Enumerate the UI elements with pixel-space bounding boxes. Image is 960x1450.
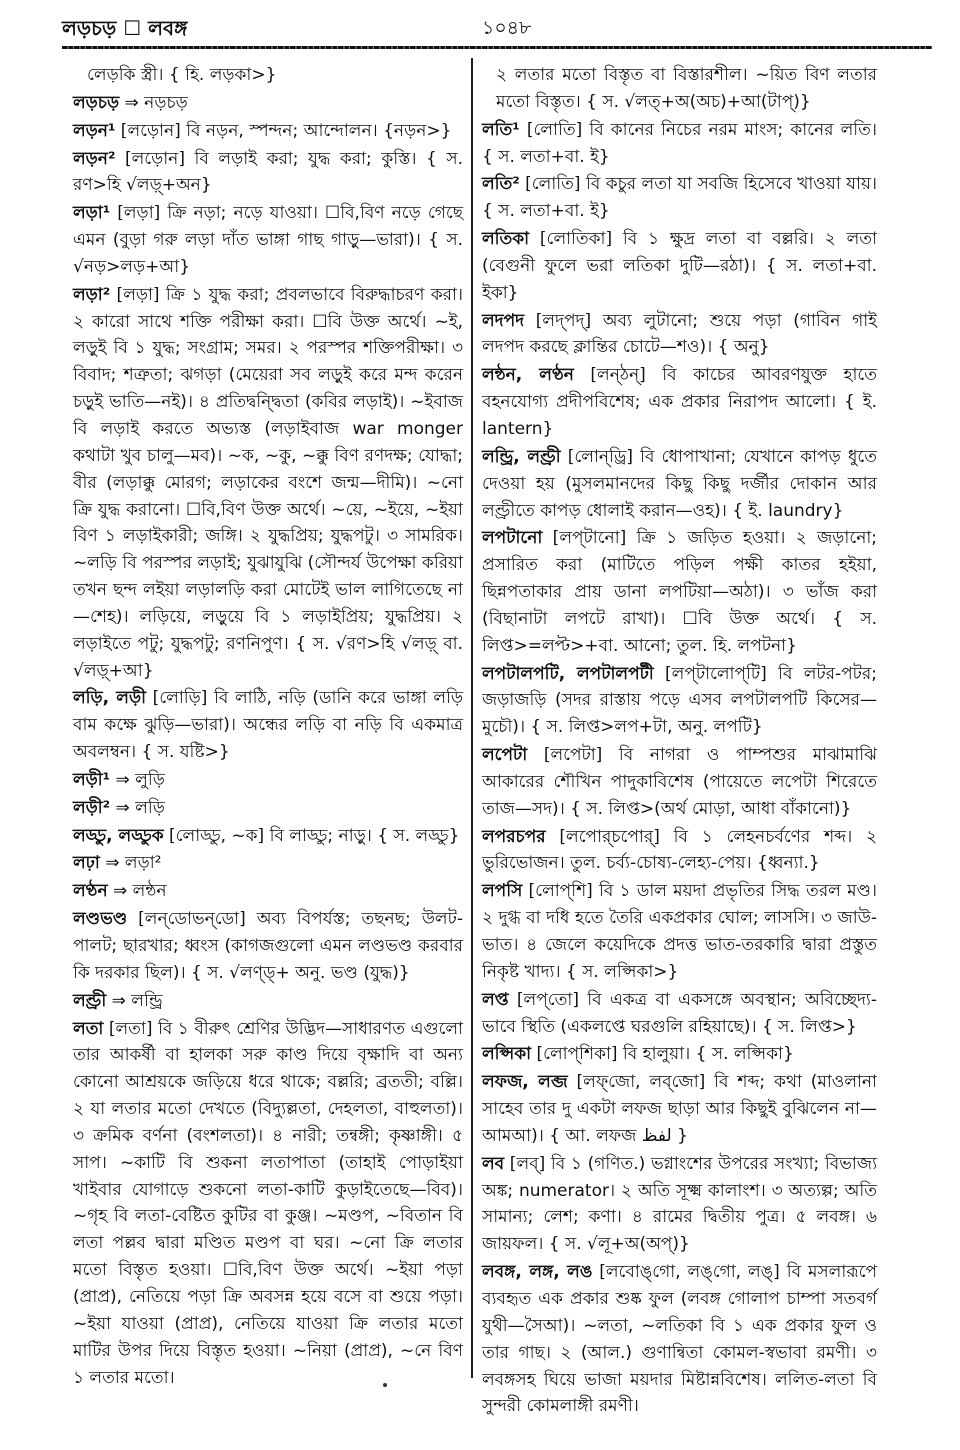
headword: লপ্ত (482, 989, 509, 1010)
headword: লড়ী² (73, 797, 111, 818)
dictionary-entry (482, 1069, 877, 1150)
headword: লঢ়া (73, 853, 100, 874)
headword: লতা (73, 1018, 104, 1039)
entry-text: [লড়া] ক্রি নড়া; নড়ে যাওয়া। ☐বি,বিণ নড়ে গেছে এমন (বুড়া গরু লড়া দাঁত ভাঙ্গা গাছ গাড়ু—ভারা)। { স. √নড়>লড়+আ} (73, 203, 463, 277)
headword: লড়চড় (73, 92, 120, 113)
dictionary-entry (73, 685, 463, 766)
headword: লড়া² (73, 284, 111, 305)
entry-text: ⇒ লন্ড্রি (106, 990, 163, 1011)
entry-text: [লপ্‌টালোপ্‌টি] বি লটর-পটর; জড়াজড়ি (সদর রাস্তায় পড়ে এসব লপটালপটি কিসের—মুচৌ)। { স. লিপ্ত>লপ+টা, অনু. লপটি} (482, 663, 877, 738)
dictionary-entry (482, 1151, 877, 1258)
dictionary-entry (73, 767, 463, 794)
entry-text: ⇒ লন্ঠন (107, 881, 167, 902)
entry-text: [লড়োন] বি লড়াই করা; যুদ্ধ করা; কুস্তি। { স. রণ>হি √লড়্+অন} (73, 148, 463, 196)
entry-text: [লোড্ডু, ~ক] বি লাড্ডু; নাড়ু। { স. লড্ডু} (163, 825, 460, 846)
entry-text: [লন্‌ঠন্] বি কাচের আবরণযুক্ত হাতে বহনযোগ্য প্রদীপবিশেষ; এক প্রকার নিরাপদ আলো। { ই. lantern} (482, 365, 878, 439)
headword: লড়া¹ (73, 203, 111, 224)
dictionary-entry (73, 200, 463, 281)
entry-text: [লোতি] বি কানের নিচের নরম মাংস; কানের লতি। { স. লতা+বা. ই} (482, 119, 877, 167)
entry-text: [লোন্‌ড্রি] বি ধোপাখানা; যেখানে কাপড় ধুতে দেওয়া হয় (মুসলমানদের কিছু কিছু দর্জীর দোকান আর লণ্ড্রীতে কাপড় ধোলাই করান—ওহ)। { ই. laundry} (482, 446, 877, 521)
entry-text: লেড়কি স্ত্রী। { হি. লড়কা>} (87, 65, 277, 85)
page-number: ১০৪৮ (482, 17, 532, 39)
entry-text: ২ লতার মতো বিস্তৃত বা বিস্তারশীল। ~য়িত বিণ লতার মতো বিস্তৃত। { স. √লত্+অ(অচ)+আ(টাপ্)} (496, 65, 877, 112)
headword: লফজ, লব্জ (482, 1072, 568, 1093)
headword: লন্ঠন, লণ্ঠন (482, 365, 574, 386)
entry-text: [লদ্‌পদ্] অব্য লুটানো; শুয়ে পড়া (গাবিন গাই লদপদ করছে ক্লান্তির চোটে—শও)। { অনু} (482, 310, 877, 358)
dictionary-entry (482, 1259, 877, 1420)
headword: লপেটা (482, 745, 528, 766)
dictionary-entry (73, 823, 463, 850)
headword: লতি¹ (482, 119, 520, 140)
headword: লণ্ডভণ্ড (73, 909, 128, 930)
dictionary-entry (482, 878, 877, 985)
headword: লপটালপটি, লপটালপটী (482, 663, 654, 684)
dictionary-entry (482, 1041, 877, 1068)
headword: লতিকা (482, 229, 530, 250)
entry-text: [লপ্‌টানো] ক্রি ১ জড়িত হওয়া। ২ জড়ানো; প্রসারিত করা (মাটিতে পড়িল পক্ষী কাতর হইয়া, ছিন্নপতাকার প্রায় ডানা লপটিয়া—অঠা)। ৩ ভাঁজ করা (বিছানাটা লপটে রাখা)। ☐বি উক্ত অর্থে। { স. লিপ্ত>=লপ্ট>+বা. আনো; তুল. হি. লপটনা} (482, 528, 877, 656)
dictionary-entry (482, 987, 877, 1041)
entry-text: [লড়া] ক্রি ১ যুদ্ধ করা; প্রবলভাবে বিরুদ্ধাচরণ করা। ২ কারো সাথে শক্তি পরীক্ষা করা। ☐বি উক্ত অর্থে। ~ই, লড়ুই বি ১ যুদ্ধ; সংগ্রাম; সমর। ২ পরস্পর শক্তিপরীক্ষা। ৩ বিবাদ; শত্রুতা; ঝগড়া (মেয়েরা সব লড়ুই করে মন্দ করেন চড়ুই ভাতি—নই)। ৪ প্রতিদ্বন্দ্বিতা (কবির লড়াই)। ~ইবাজ বি লড়াই করতে অভ্যস্ত (লড়াইবাজ war monger কথাটা খুব চালু—মব)। ~ক, ~কু, ~ক্কু বিণ রণদক্ষ; যোদ্ধা; বীর (লড়াক্কু মোরগ; লড়াকের বংশে জন্ম—দীমি)। ~নো ক্রি যুদ্ধ করানো। ☐বি,বিণ উক্ত অর্থে। ~য়ে, ~ইয়ে, ~ইয়া বিণ ১ লড়াইকারী; জঙ্গি। ২ যুদ্ধপ্রিয়; যুদ্ধপটু। ৩ সামরিক। ~লড়ি বি পরস্পর লড়াই; যুঝাযুঝি (সৌন্দর্য উপেক্ষা করিয়া তখন ছন্দ লইয়া লড়ালড়ি করা মোটেই ভাল লাগিতেছে না—শেহ)। লড়িয়ে, লড়ুয়ে বি ১ লড়াইপ্রিয়; যুদ্ধপ্রিয়। ২ লড়াইতে পটু; যুদ্ধপটু; রণনিপুণ। { স. √রণ>হি √লড়্ বা. √লড়্+আ} (73, 284, 463, 681)
entry-text: ⇒ লড়া² (99, 853, 162, 874)
headword: লপটানো (482, 528, 543, 549)
headword: লন্ড্রি, লণ্ড্রী (482, 446, 561, 467)
entry-text: [লোতিকা] বি ১ ক্ষুদ্র লতা বা বল্লরি। ২ লতা (বেগুনী ফুলে ভরা লতিকা দুটি—রঠা)। { স. লতা+বা. ইকা} (482, 229, 877, 303)
dictionary-entry (482, 525, 877, 659)
entry-text: [লবোঙ্‌গো, লঙ্‌গো, লঙ্] বি মসলারূপে ব্যবহৃত এক প্রকার শুষ্ক ফুল (লবঙ্গ গোলাপ চাম্পা সতবর্গ যুথী—সৈআ)। ~লতা, ~লতিকা বি ১ এক প্রকার ফুল ও তার গাছ। ২ (আল.) গুণান্বিতা কোমল-স্বভাবা রমণী। ৩ লবঙ্গসহ ঘিয়ে ভাজা ময়দার মিষ্টান্নবিশেষ। ললিত-লতা বি সুন্দরী কোমলাঙ্গী রমণী। (482, 1262, 878, 1417)
entry-text: [লোপ্‌শিকা] বি হালুয়া। { স. লপ্সিকা} (531, 1044, 794, 1065)
dictionary-entry (73, 1016, 463, 1392)
entry-text: ⇒ লুড়ি (110, 769, 165, 790)
dictionary-entry (482, 117, 877, 171)
dictionary-entry (73, 906, 463, 987)
entry-text: ⇒ লড়ি (110, 797, 165, 818)
headword: লড়ী¹ (73, 769, 111, 790)
headword: লপসি (482, 881, 523, 902)
dictionary-entry (73, 118, 463, 145)
entry-text: [লফ্‌জো, লব্‌জো] বি শব্দ; কথা (মাওলানা সাহেব তার দু একটা লফজ ছাড়া আর কিছুই বুঝিলেন না—আমআ)। { আ. লফজ لفظ } (482, 1072, 877, 1146)
left-column (73, 62, 463, 1392)
headword: লদপদ (482, 310, 525, 331)
dictionary-entry (482, 62, 877, 116)
dictionary-entry (73, 878, 463, 905)
entry-text: [লতা] বি ১ বীরুৎ শ্রেণির উদ্ভিদ—সাধারণত এগুলো তার আকর্ষী বা হালকা সরু কাণ্ড দিয়ে বৃক্ষাদি বা অন্য কোনো আশ্রয়কে জড়িয়ে ধরে থাকে; বল্লরি; ব্রততী; বল্লি। ২ যা লতার মতো দেখতে (বিদ্যুল্লতা, দেহলতা, বাহুলতা)। ৩ ক্রমিক বর্ণনা (বংশলতা)। ৪ নারী; তন্বঙ্গী; কৃষ্ণাঙ্গী। ৫ সাপ। ~কাটি বি শুকনা লতাপাতা (তাহাই পোড়াইয়া খাইবার যোগাড়ে শুকনো লতা-কাটি কুড়াইতেছে—বিব)। ~গৃহ বি লতা-বেষ্টিত কুটির বা কুঞ্জ। ~মণ্ডপ, ~বিতান বি লতা পল্লব দ্বারা মণ্ডিত মণ্ডপ বা ঘর। ~নো ক্রি লতার মতো বিস্তৃত হওয়া। ☐বি,বিণ উক্ত অর্থে। ~ইয়া পড়া (প্রাপ্র), নেতিয়ে পড়া ক্রি অবসন্ন হয়ে বসে বা শুয়ে পড়া। ~ইয়া যাওয়া (প্রাপ্র), নেতিয়ে যাওয়া ক্রি লতার মতো মাটির উপর দিয়ে বিস্তৃত হওয়া। ~নিয়া (প্রাপ্র), ~নে বিণ ১ লতার মতো। (73, 1018, 463, 1388)
dictionary-entry (73, 988, 463, 1015)
headword: লড়ন² (73, 148, 116, 169)
dictionary-entry (73, 282, 463, 685)
dictionary-entry (482, 444, 877, 525)
entry-text: [লন্‌ডোভন্‌ডো] অব্য বিপর্যস্ত; তছনছ; উলট-পালট; ছারখার; ধ্বংস (কাগজগুলো এমন লণ্ডভণ্ড করবার কি দরকার ছিল)। { স. √লণ্ড্+ অনু. ভণ্ড (যুদ্ধ)} (73, 909, 463, 983)
headword: লণ্ঠন (73, 881, 108, 902)
headword: লতি² (482, 174, 520, 195)
headword: লপ্সিকা (482, 1044, 532, 1065)
dictionary-entry (482, 171, 877, 225)
dictionary-entry (73, 62, 463, 89)
dictionary-entry (482, 824, 877, 878)
dictionary-entry (73, 90, 463, 117)
headword: লপরচপর (482, 826, 546, 847)
entry-text: [লোতি] বি কচুর লতা যা সবজি হিসেবে খাওয়া যায়। { স. লতা+বা. ই} (482, 174, 877, 222)
entry-text: [লব্] বি ১ (গণিত.) ভগ্নাংশের উপরের সংখ্যা; বিভাজ্য অঙ্ক; numerator। ২ অতি সূক্ষ্ম কালাংশ। ৩ অত্যল্প; অতি সামান্য; লেশ; কণা। ৪ রামের দ্বিতীয় পুত্র। ৫ লবঙ্গ। ৬ জায়ফল। { স. √লূ+অ(অপ্)} (482, 1153, 877, 1255)
entry-text: [লোড়ি] বি লাঠি, নড়ি (ডানি করে ভাঙ্গা লড়ি বাম কক্ষে ঝুড়ি—ভারা)। অন্ধের লড়ি বা নড়ি বি একমাত্র অবলম্বন। { স. যষ্টি>} (73, 688, 463, 763)
headword: লবঙ্গ, লঙ্গ, লঙ (482, 1262, 593, 1283)
dictionary-entry (482, 308, 877, 362)
headword: লণ্ড্রী (73, 990, 107, 1011)
entry-text: [লোপ্‌শি] বি ১ ডাল ময়দা প্রভৃতির সিদ্ধ তরল মণ্ড। ২ দুগ্ধ বা দধি হতে তৈরি একপ্রকার ঘোল; লাসসি। ৩ জাউ-ভাত। ৪ জেলে কয়েদিকে প্রদত্ত ভাত-তরকারি দ্বারা প্রস্তুত নিকৃষ্ট খাদ্য। { স. লপ্সিকা>} (482, 881, 877, 982)
dictionary-entry (482, 362, 877, 443)
dictionary-entry (482, 742, 877, 823)
print-speck (383, 1383, 387, 1387)
column-divider (471, 58, 473, 1378)
entry-text: [লপোর্‌চপোর্] বি ১ লেহনচর্বণের শব্দ। ২ ভুরিভোজন। তুল. চর্ব্য-চোষ্য-লেহ্য-পেয়। {ধ্বন্যা.} (482, 826, 877, 874)
right-column (482, 62, 877, 1421)
dictionary-entry (482, 226, 877, 307)
headword: লড্ডু, লড্ডুক (73, 825, 164, 846)
entry-text: ⇒ নড়চড় (119, 92, 188, 113)
dictionary-entry (73, 146, 463, 200)
headword: লব (482, 1153, 505, 1174)
page-header (62, 8, 922, 48)
dictionary-entry (73, 795, 463, 822)
entry-text: [লপ্‌তো] বি একত্র বা একসঙ্গে অবস্থান; অবিচ্ছেদ্য-ভাবে স্থিতি (একলপ্তে ঘরগুলি রহিয়াছে)। { স. লিপ্ত>} (482, 989, 877, 1037)
entry-text: [লড়োন] বি নড়ন, স্পন্দন; আন্দোলন। {নড়ন>} (115, 120, 452, 141)
guide-words: লড়চড় ☐ লবঙ্গ (62, 16, 188, 40)
dictionary-entry (73, 850, 463, 877)
headword: লড়ন¹ (73, 120, 116, 141)
entry-text: [লপেটা] বি নাগরা ও পাম্পশুর মাঝামাঝি আকারের শৌখিন পাদুকাবিশেষ (পায়েতে লপেটা শিরেতে তাজ—সদ)। { স. লিপ্ত>(অর্থ মোড়া, আধা বাঁকানো)} (482, 745, 877, 819)
dictionary-entry (482, 661, 877, 742)
headword: লড়ি, লড়ী (73, 688, 146, 709)
header-rule (62, 46, 932, 49)
